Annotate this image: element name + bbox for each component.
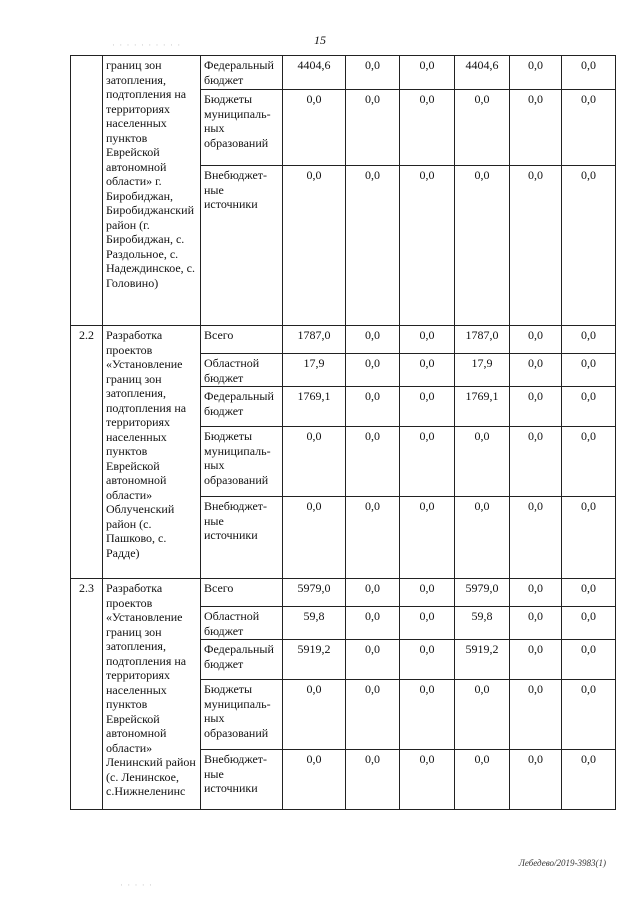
- amount-cell: 0,0: [283, 497, 346, 579]
- amount-cell: 0,0: [562, 90, 616, 166]
- amount-cell: 0,0: [562, 579, 616, 607]
- amount-cell: 0,0: [346, 640, 400, 680]
- item-number: 2.2: [71, 326, 103, 579]
- amount-cell: 0,0: [562, 56, 616, 90]
- amount-cell: 0,0: [346, 680, 400, 750]
- amount-cell: 0,0: [562, 354, 616, 387]
- amount-cell: 0,0: [455, 166, 510, 326]
- amount-cell: 0,0: [562, 166, 616, 326]
- amount-cell: 0,0: [510, 427, 562, 497]
- amount-cell: 0,0: [400, 166, 455, 326]
- amount-cell: 0,0: [400, 427, 455, 497]
- amount-cell: 17,9: [283, 354, 346, 387]
- amount-cell: 0,0: [510, 607, 562, 640]
- amount-cell: 0,0: [562, 607, 616, 640]
- amount-cell: 0,0: [455, 90, 510, 166]
- funding-source: Внебюджет-ные источники: [201, 497, 283, 579]
- amount-cell: 0,0: [510, 387, 562, 427]
- amount-cell: 5979,0: [455, 579, 510, 607]
- scan-noise-footer: · · · · ·: [120, 880, 153, 890]
- amount-cell: 5979,0: [283, 579, 346, 607]
- amount-cell: 1769,1: [455, 387, 510, 427]
- amount-cell: 0,0: [400, 579, 455, 607]
- amount-cell: 0,0: [346, 166, 400, 326]
- amount-cell: 0,0: [400, 56, 455, 90]
- amount-cell: 0,0: [400, 387, 455, 427]
- amount-cell: 0,0: [510, 640, 562, 680]
- amount-cell: 0,0: [562, 640, 616, 680]
- amount-cell: 0,0: [346, 497, 400, 579]
- amount-cell: 0,0: [510, 166, 562, 326]
- amount-cell: 0,0: [283, 166, 346, 326]
- item-number: [71, 56, 103, 326]
- budget-table: [70, 55, 616, 810]
- funding-source: Бюджеты муниципаль-ных образований: [201, 90, 283, 166]
- amount-cell: 0,0: [562, 427, 616, 497]
- amount-cell: 0,0: [510, 579, 562, 607]
- amount-cell: 0,0: [562, 326, 616, 354]
- funding-source: Федеральный бюджет: [201, 56, 283, 90]
- item-name: Разработка проектов «Установление границ зон затопления, подтопления на территориях населенных пунктов Еврейской автономной области» Ленинский район (с. Ленинское, с.Нижнеленинс: [103, 579, 201, 810]
- page-number: 15: [314, 33, 326, 47]
- funding-source: Областной бюджет: [201, 354, 283, 387]
- amount-cell: 5919,2: [283, 640, 346, 680]
- amount-cell: 0,0: [400, 354, 455, 387]
- amount-cell: 0,0: [283, 750, 346, 810]
- funding-source: Областной бюджет: [201, 607, 283, 640]
- amount-cell: 0,0: [562, 750, 616, 810]
- amount-cell: 59,8: [455, 607, 510, 640]
- item-number: 2.3: [71, 579, 103, 810]
- funding-source: Федеральный бюджет: [201, 387, 283, 427]
- amount-cell: 0,0: [283, 90, 346, 166]
- amount-cell: 0,0: [346, 387, 400, 427]
- amount-cell: 0,0: [400, 680, 455, 750]
- funding-source: Бюджеты муниципаль-ных образований: [201, 680, 283, 750]
- amount-cell: 1769,1: [283, 387, 346, 427]
- amount-cell: 0,0: [400, 497, 455, 579]
- amount-cell: 0,0: [455, 680, 510, 750]
- amount-cell: 0,0: [510, 354, 562, 387]
- amount-cell: 0,0: [346, 579, 400, 607]
- amount-cell: 0,0: [510, 326, 562, 354]
- amount-cell: 0,0: [455, 750, 510, 810]
- amount-cell: 0,0: [510, 680, 562, 750]
- table-row: [71, 56, 616, 90]
- item-name: Разработка проектов «Установление границ зон затопления, подтопления на территориях населенных пунктов Еврейской автономной области» Облученский район (с. Пашково, с. Радде): [103, 326, 201, 579]
- funding-source: Внебюджет-ные источники: [201, 166, 283, 326]
- amount-cell: 0,0: [283, 427, 346, 497]
- amount-cell: 0,0: [455, 497, 510, 579]
- amount-cell: 0,0: [346, 90, 400, 166]
- amount-cell: 0,0: [510, 497, 562, 579]
- amount-cell: 0,0: [346, 607, 400, 640]
- table-row: [71, 326, 616, 354]
- amount-cell: 5919,2: [455, 640, 510, 680]
- amount-cell: 59,8: [283, 607, 346, 640]
- amount-cell: 0,0: [346, 750, 400, 810]
- amount-cell: 17,9: [455, 354, 510, 387]
- amount-cell: 0,0: [562, 680, 616, 750]
- funding-source: Федеральный бюджет: [201, 640, 283, 680]
- amount-cell: 0,0: [346, 56, 400, 90]
- funding-source: Всего: [201, 326, 283, 354]
- amount-cell: 0,0: [346, 326, 400, 354]
- table-row: [71, 579, 616, 607]
- amount-cell: 0,0: [346, 427, 400, 497]
- amount-cell: 0,0: [562, 387, 616, 427]
- amount-cell: 0,0: [400, 90, 455, 166]
- amount-cell: 0,0: [562, 497, 616, 579]
- amount-cell: 4404,6: [455, 56, 510, 90]
- amount-cell: 4404,6: [283, 56, 346, 90]
- amount-cell: 0,0: [510, 56, 562, 90]
- amount-cell: 0,0: [346, 354, 400, 387]
- amount-cell: 0,0: [510, 90, 562, 166]
- scan-noise-header: · · · · · · · · · ·: [112, 40, 182, 50]
- amount-cell: 0,0: [510, 750, 562, 810]
- funding-source: Внебюджет-ные источники: [201, 750, 283, 810]
- amount-cell: 0,0: [400, 326, 455, 354]
- item-name: границ зон затопления, подтопления на территориях населенных пунктов Еврейской автономной области» г. Биробиджан, Биробиджанский район (г. Биробиджан, с. Раздольное, с. Надеждинское, с. Головино): [103, 56, 201, 326]
- funding-source: Бюджеты муниципаль-ных образований: [201, 427, 283, 497]
- amount-cell: 1787,0: [455, 326, 510, 354]
- amount-cell: 0,0: [283, 680, 346, 750]
- amount-cell: 0,0: [400, 750, 455, 810]
- amount-cell: 0,0: [400, 607, 455, 640]
- amount-cell: 1787,0: [283, 326, 346, 354]
- footer-document-code: Лебедево/2019-3983(1): [518, 858, 606, 868]
- amount-cell: 0,0: [400, 640, 455, 680]
- amount-cell: 0,0: [455, 427, 510, 497]
- funding-source: Всего: [201, 579, 283, 607]
